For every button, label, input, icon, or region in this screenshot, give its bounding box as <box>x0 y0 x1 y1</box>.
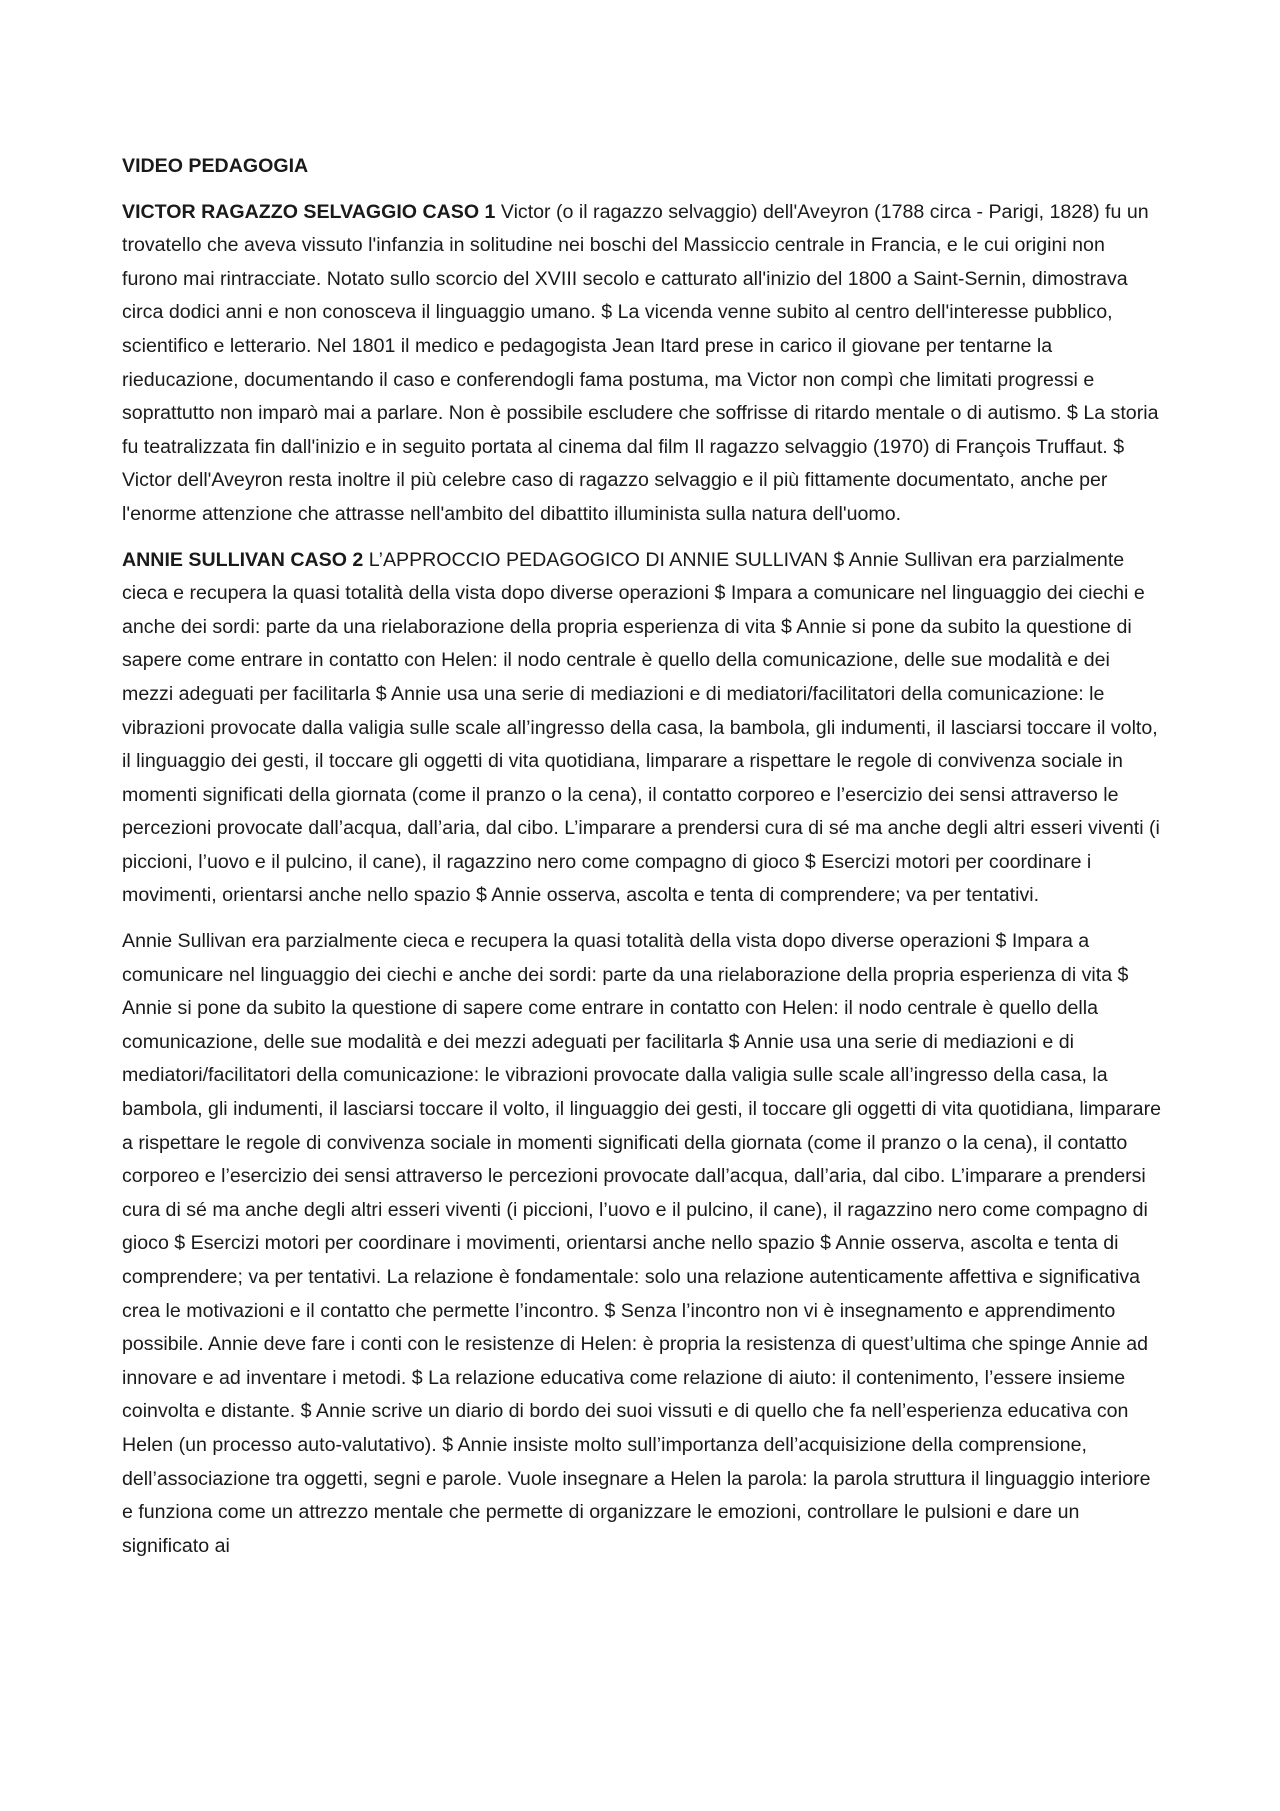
paragraph-annie-text: L’APPROCCIO PEDAGOGICO DI ANNIE SULLIVAN $ Annie Sullivan era parzialmente cieca e recupera la quasi totalità della vista dopo diverse operazioni $ Impara a comunicare nel linguaggio dei ciechi e anche dei sordi: parte da una rielaborazione della propria esperienza di vita $ Annie si pone da subito la questione di sapere come entrare in contatto con Helen: il nodo centrale è quello della comunicazione, delle sue modalità e dei mezzi adeguati per facilitarla $ Annie usa una serie di mediazioni e di mediatori/facilitatori della comunicazione: le vibrazioni provocate dalla valigia sulle scale all’ingresso della casa, la bambola, gli indumenti, il lasciarsi toccare il volto, il linguaggio dei gesti, il toccare gli oggetti di vita quotidiana, limparare a rispettare le regole di convivenza sociale in momenti significati della giornata (come il pranzo o la cena), il contatto corporeo e l’esercizio dei sensi attraverso le percezioni provocate dall’acqua, dall’aria, dal cibo. L’imparare a prendersi cura di sé ma anche degli altri esseri viventi (i piccioni, l’uovo e il pulcino, il cane), il ragazzino nero come compagno di gioco $ Esercizi motori per coordinare i movimenti, orientarsi anche nello spazio $ Annie osserva, ascolta e tenta di comprendere; va per tentativi. <box>122 548 1160 907</box>
paragraph-annie-continued-text: Annie Sullivan era parzialmente cieca e recupera la quasi totalità della vista dopo diverse operazioni $ Impara a comunicare nel linguaggio dei ciechi e anche dei sordi: parte da una rielaborazione della propria esperienza di vita $ Annie si pone da subito la questione di sapere come entrare in contatto con Helen: il nodo centrale è quello della comunicazione, delle sue modalità e dei mezzi adeguati per facilitarla $ Annie usa una serie di mediazioni e di mediatori/facilitatori della comunicazione: le vibrazioni provocate dalla valigia sulle scale all’ingresso della casa, la bambola, gli indumenti, il lasciarsi toccare il volto, il linguaggio dei gesti, il toccare gli oggetti di vita quotidiana, limparare a rispettare le regole di convivenza sociale in momenti significati della giornata (come il pranzo o la cena), il contatto corporeo e l’esercizio dei sensi attraverso le percezioni provocate dall’acqua, dall’aria, dal cibo. L’imparare a prendersi cura di sé ma anche degli altri esseri viventi (i piccioni, l’uovo e il pulcino, il cane), il ragazzino nero come compagno di gioco $ Esercizi motori per coordinare i movimenti, orientarsi anche nello spazio $ Annie osserva, ascolta e tenta di comprendere; va per tentativi. La relazione è fondamentale: solo una relazione autenticamente affettiva e significativa crea le motivazioni e il contatto che permette l’incontro. $ Senza l’incontro non vi è insegnamento e apprendimento possibile. Annie deve fare i conti con le resistenze di Helen: è propria la resistenza di quest’ultima che spinge Annie ad innovare e ad inventare i metodi. $ La relazione educativa come relazione di aiuto: il contenimento, l’essere insieme coinvolta e distante. $ Annie scrive un diario di bordo dei suoi vissuti e di quello che fa nell’esperienza educativa con Helen (un processo auto-valutativo). $ Annie insiste molto sull’importanza dell’acquisizione della comprensione, dell’associazione tra oggetti, segni e parole. Vuole insegnare a Helen la parola: la parola struttura il linguaggio interiore e funziona come un attrezzo mentale che permette di organizzare le emozioni, controllare le pulsioni e dare un significato ai <box>122 930 1162 1557</box>
document-body <box>122 150 1162 1575</box>
paragraph-annie <box>122 544 1162 914</box>
paragraph-annie-heading: ANNIE SULLIVAN CASO 2 <box>122 548 364 571</box>
document-title: VIDEO PEDAGOGIA <box>122 155 309 177</box>
paragraph-victor-text: Victor (o il ragazzo selvaggio) dell'Aveyron (1788 circa - Parigi, 1828) fu un trovatello che aveva vissuto l'infanzia in solitudine nei boschi del Massiccio centrale in Francia, e le cui origini non furono mai rintracciate. Notato sullo scorcio del XVIII secolo e catturato all'inizio del 1800 a Saint-Sernin, dimostrava circa dodici anni e non conosceva il linguaggio umano. $ La vicenda venne subito al centro dell'interesse pubblico, scientifico e letterario. Nel 1801 il medico e pedagogista Jean Itard prese in carico il giovane per tentarne la rieducazione, documentando il caso e conferendogli fama postuma, ma Victor non compì che limitati progressi e soprattutto non imparò mai a parlare. Non è possibile escludere che soffrisse di ritardo mentale o di autismo. $ La storia fu teatralizzata fin dall'inizio e in seguito portata al cinema dal film Il ragazzo selvaggio (1970) di François Truffaut. $ Victor dell'Aveyron resta inoltre il più celebre caso di ragazzo selvaggio e il più fittamente documentato, anche per l'enorme attenzione che attrasse nell'ambito del dibattito illuminista sulla natura dell'uomo. <box>122 200 1159 525</box>
paragraph-victor <box>122 196 1162 532</box>
paragraph-annie-continued <box>122 925 1162 1563</box>
paragraph-victor-heading: VICTOR RAGAZZO SELVAGGIO CASO 1 <box>122 200 496 223</box>
